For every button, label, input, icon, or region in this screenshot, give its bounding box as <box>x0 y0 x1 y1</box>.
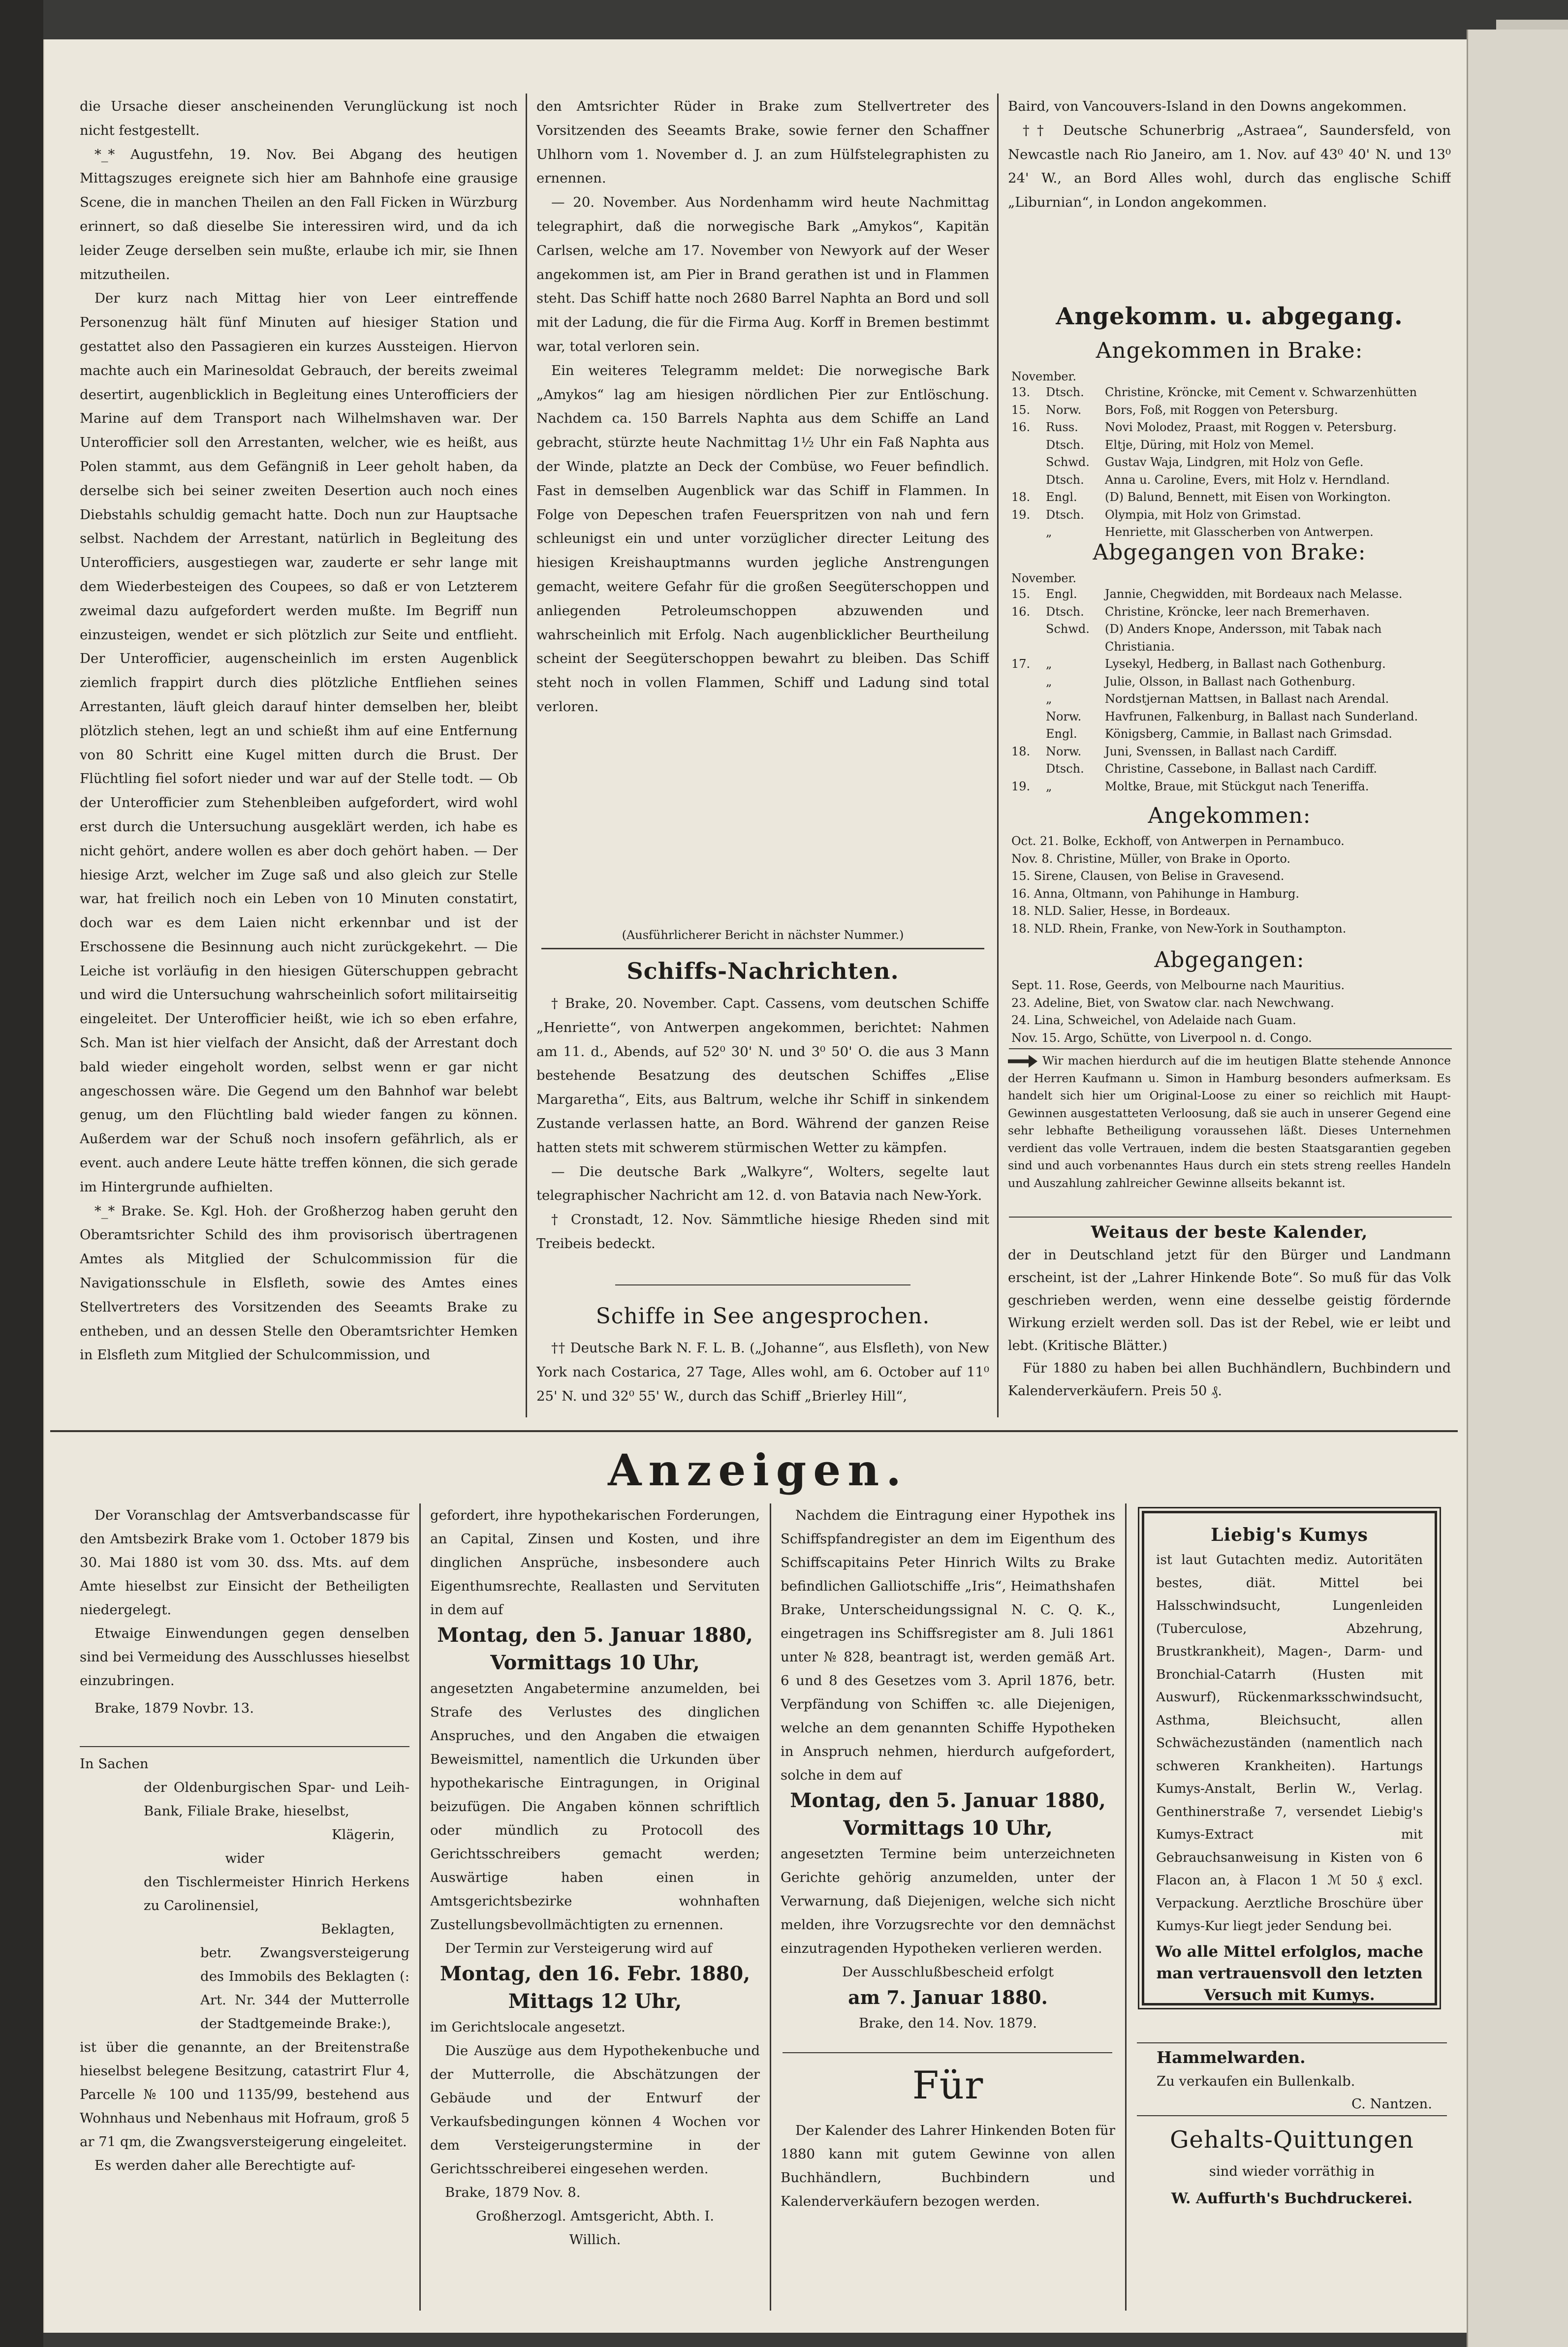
ank-heading: Angekommen: <box>1148 803 1311 828</box>
ank-brake-nation: Engl. <box>1046 490 1077 504</box>
col2-paragraph-1: den Amtsrichter Rüder in Brake zum Stellvertreter des Vorsitzenden des Seeamts Brake, sowie ferner den Schaffner Uhlhorn vom 1. November d. J. an zum Hülfstelegraphisten zu ernennen. <box>536 98 989 187</box>
ad3-paragraph-5: Die Auszüge aus dem Hypothekenbuche und der Mutterrolle, die Abschätzungen der Gebäude und der Entwurf der Verkaufsbedingungen können 4 Wochen vor dem Versteigerungstermine in der Gerichtsschreiberei eingesehen werden. <box>430 2043 760 2177</box>
hammel-sig: C. Nantzen. <box>1351 2096 1432 2112</box>
ad-schiffspfand <box>781 1503 1115 2035</box>
ank-brake-list <box>1011 384 1452 546</box>
ad2-line-1: In Sachen <box>80 1756 149 1772</box>
abg-brake-month: November. <box>1011 571 1076 585</box>
schiffe-in-see-heading: Schiffe in See angesprochen. <box>596 1304 930 1329</box>
ank-brake-nation: Schwd. <box>1046 455 1090 469</box>
abg-brake-nation: Dtsch. <box>1046 604 1084 619</box>
kalender-heading: Weitaus der beste Kalender, <box>1091 1222 1368 1242</box>
abg-brake-heading: Abgegangen von Brake: <box>1093 540 1366 565</box>
abg-brake-row <box>1011 638 1452 656</box>
ad3-time-2: Mittags 12 Uhr, <box>508 1990 682 2013</box>
ad2-line-3: Klägerin, <box>331 1827 395 1843</box>
ank-brake-entry: Eltje, Düring, mit Holz von Memel. <box>1105 438 1314 452</box>
schiffs-nachrichten-heading: Schiffs-Nachrichten. <box>627 958 899 984</box>
ank-brake-entry: Gustav Waja, Lindgren, mit Holz von Gefle. <box>1105 455 1364 469</box>
ank-row: 15. Sirene, Clausen, von Belise in Gravesend. <box>1011 869 1285 883</box>
col2-rule-1 <box>541 948 984 949</box>
col1-paragraph-1: die Ursache dieser anscheinenden Verunglückung ist noch nicht festgestellt. <box>80 98 518 138</box>
schiffs-nachrichten-body <box>536 992 989 1262</box>
column-1 <box>80 94 518 1418</box>
ad1-paragraph-2: Etwaige Einwendungen gegen denselben sind bei Vermeidung des Ausschlusses hieselbst einzubringen. <box>80 1626 409 1689</box>
ad2-line-7: betr. Zwangsversteigerung des Immobils des Beklagten (: Art. Nr. 344 der Mutterrolle der Stadtgemeinde Brake:), <box>200 1945 409 2032</box>
abg-brake-nation: Schwd. <box>1046 622 1090 636</box>
hammel-title: Hammelwarden. <box>1157 2048 1306 2067</box>
abg-brake-day: 18. <box>1011 744 1031 758</box>
ad4-date-2: am 7. Januar 1880. <box>848 1986 1048 2008</box>
abg-brake-row <box>1011 725 1452 743</box>
ank-brake-row <box>1011 471 1452 489</box>
abg-brake-entry: Königsberg, Cammie, in Ballast nach Grimsdad. <box>1105 727 1392 741</box>
ad4-paragraph-2: angesetzten Termine beim unterzeichneten Gerichte gehörig anzumelden, unter der Verwarnung, daß Diejenigen, welche sich nicht melden, ihre Vorzugsrechte vor den demnächst einzutragenden Hypotheken verlieren werden. <box>781 1846 1115 1956</box>
column-divider-1 <box>526 94 527 1417</box>
ank-brake-row <box>1011 489 1452 506</box>
kalender-paragraph-1: der in Deutschland jetzt für den Bürger und Landmann erscheint, ist der „Lahrer Hinkende Bote“. So muß für das Volk geschrieben werden, wenn eine desselbe geistig fördernde Wirkung erzielt werden soll. Das ist der Rebel, wie er leibt und lebt. (Kritische Blätter.) <box>1008 1248 1451 1353</box>
under-sheet <box>1467 30 1568 2347</box>
ank-brake-nation: Norw. <box>1046 403 1082 417</box>
col3-rule-2 <box>1009 1217 1452 1218</box>
abg-brake-entry: Christine, Cassebone, in Ballast nach Cardiff. <box>1105 762 1378 776</box>
ad-hammel-rule <box>1137 2115 1447 2116</box>
abg-brake-row <box>1011 656 1452 673</box>
abg-brake-entry: Nordstjernan Mattsen, in Ballast nach Arendal. <box>1105 692 1389 706</box>
ad1-date: Brake, 1879 Novbr. 13. <box>94 1700 254 1715</box>
ad-divider-2 <box>770 1503 771 2311</box>
schiffe-in-see-body <box>536 1336 989 1420</box>
ad4-rule <box>783 2052 1112 2053</box>
kalender-paragraph-2: Für 1880 zu haben bei allen Buchhändlern, Buchbindern und Kalenderverkäufern. Preis 50 ₰. <box>1008 1361 1451 1399</box>
liebig-kumys-ad <box>1142 1511 1437 2005</box>
col1-paragraph-augustfehn: *_* Augustfehn, 19. Nov. Bei Abgang des heutigen Mittagszuges ereignete sich hier am Bahnhofe eine grausige Scene, die in manchen Theilen an den Fall Ficken in Würzburg erinnert, so daß dieselbe Sie interessiren wird, und da ich leider Zeuge derselben sein mußte, erlaube ich mir, sie Ihnen mitzutheilen. <box>80 146 518 282</box>
newspaper-page <box>43 39 1467 2333</box>
ank-brake-nation: Dtsch. <box>1046 507 1084 522</box>
anzeigen-heading: Anzeigen. <box>608 1444 908 1496</box>
ad2-paragraph-2: Es werden daher alle Berechtigte auf- <box>94 2158 356 2173</box>
ad3-date: Brake, 1879 Nov. 8. <box>445 2185 581 2200</box>
ad5-paragraph: Der Kalender des Lahrer Hinkenden Boten für 1880 kann mit gutem Gewinne von allen Buchhändlern, Buchbindern und Kalenderverkäufern bezogen werden. <box>781 2123 1115 2209</box>
abg-brake-row <box>1011 778 1452 796</box>
ad3-sig-2: Willich. <box>569 2232 621 2248</box>
col3-rule-1 <box>1009 1048 1452 1049</box>
ad3-date-2: Montag, den 16. Febr. 1880, <box>439 1962 751 1985</box>
ank-row: 18. NLD. Salier, Hesse, in Bordeaux. <box>1011 904 1230 918</box>
column-2 <box>536 94 989 921</box>
abg-brake-day: 17. <box>1011 657 1031 671</box>
ad4-time-1: Vormittags 10 Uhr, <box>843 1816 1053 1840</box>
abg-brake-entry: Christiania. <box>1105 639 1175 654</box>
hammel-text: Zu verkaufen ein Bullenkalb. <box>1157 2073 1355 2089</box>
ank-row: Oct. 21. Bolke, Eckhoff, von Antwerpen in Pernambuco. <box>1011 834 1345 848</box>
abg-brake-entry: Lysekyl, Hedberg, in Ballast nach Gothenburg. <box>1105 657 1386 671</box>
col2-note: (Ausführlicherer Bericht in nächster Nummer.) <box>622 928 904 942</box>
abg-row: 24. Lina, Schweichel, von Adelaide nach Guam. <box>1011 1013 1296 1027</box>
ad-divider-3 <box>1125 1503 1127 2311</box>
ank-brake-row <box>1011 437 1452 454</box>
gehalts-heading: Gehalts-Quittungen <box>1170 2126 1414 2154</box>
ank-brake-nation: Dtsch. <box>1046 438 1084 452</box>
abg-brake-row <box>1011 708 1452 726</box>
ad2-line-5: den Tischlermeister Hinrich Herkens zu Carolinensiel, <box>144 1874 409 1913</box>
ank-brake-day: 16. <box>1011 420 1031 434</box>
ad2-line-6: Beklagten, <box>321 1921 395 1937</box>
abg-row: 23. Adeline, Biet, von Swatow clar. nach Newchwang. <box>1011 996 1334 1010</box>
abg-brake-entry: Julie, Olsson, in Ballast nach Gothenburg. <box>1105 674 1355 688</box>
ank-brake-month: November. <box>1011 370 1076 383</box>
abg-brake-row <box>1011 760 1452 778</box>
abg-brake-nation: Norw. <box>1046 744 1082 758</box>
ad3-time-1: Vormittags 10 Uhr, <box>490 1651 700 1674</box>
abg-brake-entry: Christine, Kröncke, leer nach Bremerhaven. <box>1105 604 1370 619</box>
ank-brake-entry: Christine, Kröncke, mit Cement v. Schwarzenhütten <box>1105 385 1417 399</box>
abg-brake-row <box>1011 673 1452 691</box>
ships-main-heading: Angekomm. u. abgegang. <box>1056 303 1403 330</box>
ad-divider-1 <box>419 1503 421 2311</box>
schiffs-paragraph-3: † Cronstadt, 12. Nov. Sämmtliche hiesige Rheden sind mit Treibeis bedeckt. <box>536 1212 989 1252</box>
ank-brake-row <box>1011 419 1452 437</box>
liebig-body: ist laut Gutachten mediz. Autoritäten bestes, diät. Mittel bei Halsschwindsucht, Lungenleiden (Tuberculose, Abzehrung, Brustkrankheit), Magen-, Darm- und Bronchial-Catarrh (Husten mit Auswurf), Rückenmarksschwindsucht, Asthma, Bleichsucht, allen Schwächezuständen (namentlich nach schweren Krankheiten). Hartungs Kumys-Anstalt, Berlin W., Verlag. Genthinerstraße 7, versendet Liebig's Kumys-Extract mit Gebrauchsanweisung in Kisten von 6 Flacon an, à Flacon 1 ℳ 50 ₰ excl. Verpackung. Aerztliche Broschüre über Kumys-Kur liegt jeder Sendung bei. <box>1156 1552 1423 1934</box>
ad-versteigerung-continued <box>430 1503 760 2311</box>
ad1-paragraph-1: Der Voranschlag der Amtsverbandscasse für den Amtsbezirk Brake vom 1. October 1879 bis 30. Mai 1880 ist vom 30. dss. Mts. auf dem Amte hieselbst zur Einsicht der Betheiligten niedergelegt. <box>80 1507 409 1618</box>
ad2-line-4: wider <box>225 1850 264 1866</box>
hint-block <box>1008 1052 1451 1212</box>
abg-brake-entry: Juni, Svenssen, in Ballast nach Cardiff. <box>1105 744 1337 758</box>
abg-brake-row <box>1011 586 1452 603</box>
ank-row: 16. Anna, Oltmann, von Pahihunge in Hamburg. <box>1011 886 1300 901</box>
ank-brake-entry: (D) Balund, Bennett, mit Eisen von Workington. <box>1105 490 1391 504</box>
ank-brake-row <box>1011 454 1452 471</box>
ad-liebig-rule <box>1137 2042 1447 2043</box>
liebig-title: Liebig's Kumys <box>1211 1525 1368 1545</box>
liebig-tagline: Wo alle Mittel erfolglos, mache man vertrauensvoll den letzten Versuch mit Kumys. <box>1156 1942 1423 2004</box>
see-paragraph: †† Deutsche Bark N. F. L. B. („Johanne“, aus Elsfleth), von New York nach Costarica, 27 Tage, Alles wohl, am 6. October auf 11⁰ 25' N. und 32⁰ 55' W., durch das Schiff „Brierley Hill“, <box>536 1340 989 1404</box>
ad3-sig-1: Großherzogl. Amtsgericht, Abth. I. <box>476 2208 714 2224</box>
ad2-paragraph-1: ist über die genannte, an der Breitenstraße hieselbst belegene Besitzung, catastrirt Flur 4, Parcelle № 100 und 1135/99, bestehend aus Wohnhaus und Nebenhaus mit Hofraum, groß 5 ar 71 qm, die Zwangsversteigerung eingeleitet. <box>80 2039 409 2150</box>
ad3-paragraph-1: gefordert, ihre hypothekarischen Forderungen, an Capital, Zinsen und Kosten, und ihre dinglichen Ansprüche, insbesondere auch Eigenthumsrechte, Reallasten und Servituten in dem auf <box>430 1507 760 1618</box>
anzeigen-top-rule <box>50 1430 1458 1432</box>
ank-brake-entry: Bors, Foß, mit Roggen von Petersburg. <box>1105 403 1338 417</box>
ad-colporteure <box>781 2119 1115 2306</box>
col2-paragraph-telegramm: Ein weiteres Telegramm meldet: Die norwegische Bark „Amykos“ lag am hiesigen nördlichen Pier zur Entlöschung. Nachdem ca. 150 Barrels Naphta aus dem Schiffe an Land gebracht, stürzte heute Nachmittag 1½ Uhr ein Faß Naphta aus der Winde, platzte an Deck der Combüse, wo Feuer befindlich. Fast in demselben Augenblick war das Schiff in Flammen. In Folge von Depeschen trafen Feuerspritzen von nah und fern schleunigst ein und unter vorzüglicher directer Leitung des hiesigen Kreishauptmanns wurden jegliche Anstrengungen gemacht, weitere Gefahr für die großen Seegüterschoppen und anliegenden Petroleumschoppen abzuwenden und wahrscheinlich mit Erfolg. Nach augenblicklicher Beurtheilung scheint der Seegüterschoppen bewahrt zu bleiben. Das Schiff steht noch in vollen Flammen, Schiff und Ladung sind total verloren. <box>536 362 989 715</box>
pointing-hand-icon <box>1008 1055 1037 1068</box>
ad2-line-2: der Oldenburgischen Spar- und Leih-Bank, Filiale Brake, hieselbst, <box>144 1780 409 1819</box>
abg-brake-row <box>1011 743 1452 761</box>
ad3-paragraph-4: im Gerichtslocale angesetzt. <box>430 2019 626 2035</box>
ad-zwangsversteigerung <box>80 1752 409 2313</box>
ad3-paragraph-2: angesetzten Angabetermine anzumelden, bei Strafe des Verlustes des dinglichen Anspruches, und den Angaben die etwaigen Beweismittel, namentlich die Urkunden über hypothekarische Eintragungen, in Original beizufügen. Die Angaben können schriftlich oder mündlich zu Protocoll des Gerichtsschreibers gemacht werden; Auswärtige haben einen in Amtsgerichtsbezirke wohnhaften Zustellungsbevollmächtigten zu ernennen. <box>430 1681 760 1933</box>
ank-brake-nation: „ <box>1046 525 1052 539</box>
ank-list <box>1011 833 1452 941</box>
column-divider-2 <box>997 94 999 1417</box>
abg-brake-row <box>1011 621 1452 638</box>
ad3-date-1: Montag, den 5. Januar 1880, <box>437 1624 753 1647</box>
abg-brake-entry: Moltke, Braue, mit Stückgut nach Teneriffa. <box>1105 779 1369 793</box>
ad4-date: Brake, den 14. Nov. 1879. <box>858 2015 1037 2031</box>
colporteure-heading: Für <box>912 2064 984 2108</box>
col1-paragraph-report: Der kurz nach Mittag hier von Leer eintreffende Personenzug hält fünf Minuten auf hiesiger Station und gestattet also den Passagieren ein kurzes Aussteigen. Hiervon machte auch ein Marinesoldat Gebrauch, der bereits zweimal desertirt, augenblicklich in Begleitung eines Unterofficiers der Marine auf dem Transport nach Wilhelmshaven war. Der Unterofficier soll den Arrestanten, welcher, wie es heißt, aus Polen stammt, aus dem Gefängniß in Leer geholt haben, da derselbe sich bei seiner zweiten Desertion auch noch eines Diebstahls schuldig gemacht hatte. Doch nun zur Hauptsache selbst. Nachdem der Arrestant, natürlich in Begleitung des Unterofficiers, ausgestiegen war, zauderte er sehr lange mit dem Wiederbesteigen des Coupees, so daß er von Letzterem zweimal dazu aufgefordert werden mußte. Im Begriff nun einzusteigen, wendet er sich plötzlich zur Seite und entflieht. Der Unterofficier, augenscheinlich im ersten Augenblick ziemlich frappirt durch dies plötzliche Entfliehen seines Arrestanten, läuft gleich darauf hinter demselben her, bleibt plötzlich stehen, legt an und schießt ihm auf eine Entfernung von 80 Schritt eine Kugel mitten durch die Brust. Der Flüchtling fiel sofort nieder und war auf der Stelle todt. — Ob der Unterofficier zum Stehenbleiben aufgefordert, wird wohl erst durch die Untersuchung ausgeklärt werden, ich habe es nicht gehört, andere wollen es aber doch gehört haben. — Der hiesige Arzt, welcher im Zuge saß und also gleich zur Stelle war, hat freilich noch ein Leben von 10 Minuten constatirt, doch war es dem Laien nicht erkennbar und ist der Erschossene die Besinnung auch nicht zurückgekehrt. — Die Leiche ist vorläufig in den hiesigen Güterschuppen gebracht und wird die Untersuchung wahrscheinlich sofort militairseitig eingeleitet. Der Unterofficier heißt, wie ich so eben erfahre, Sch. Man ist hier vielfach der Ansicht, daß der Arrestant doch bald wieder eingeholt worden, selbst wenn er gar nicht angeschossen wäre. Die Gegend um den Bahnhof war belebt genug, um den Flüchtling bald wieder fangen zu können. Außerdem war der Schuß noch insofern gefährlich, als er event. auch andere Leute hätte treffen können, die sich gerade im Hintergrunde aufhielten. <box>80 290 518 1195</box>
ank-brake-entry: Olympia, mit Holz von Grimstad. <box>1105 507 1301 522</box>
gehalts-printer: W. Auffurth's Buchdruckerei. <box>1171 2190 1413 2207</box>
abg-brake-row <box>1011 690 1452 708</box>
abg-brake-nation: „ <box>1046 657 1052 671</box>
col1-paragraph-brake: *_* Brake. Se. Kgl. Hoh. der Großherzog haben geruht den Oberamtsrichter Schild des ihm provisorisch übertragenen Amtes als Mitglied der Schulcommission für die Navigationsschule in Elsfleth, sowie des Amtes eines Stellvertreters des Vorsitzenden des Seeamts Brake zu entheben, und an dessen Stelle den Oberamtsrichter Hemken in Elsfleth zum Mitglied der Schulcommission, und <box>80 1203 518 1363</box>
ank-row: 18. NLD. Rhein, Franke, von New-York in Southampton. <box>1011 921 1347 936</box>
abg-brake-entry: Havfrunen, Falkenburg, in Ballast nach Sunderland. <box>1105 709 1418 723</box>
abg-brake-nation: Dtsch. <box>1046 762 1084 776</box>
ank-brake-day: 15. <box>1011 403 1031 417</box>
col2-rule-2 <box>615 1284 910 1285</box>
abg-brake-row <box>1011 603 1452 621</box>
abg-brake-nation: Engl. <box>1046 727 1077 741</box>
abg-row: Sept. 11. Rose, Geerds, von Melbourne nach Mauritius. <box>1011 978 1345 992</box>
ad4-paragraph-1: Nachdem die Eintragung einer Hypothek ins Schiffspfandregister an dem im Eigenthum des Schiffscapitains Peter Hinrich Wilts zu Brake befindlichen Galliotschiffe „Iris“, Heimathshafen Brake, Unterscheidungssignal N. C. Q. K., eingetragen ins Schiffsregister am 8. Juli 1861 unter № 828, beantragt ist, werden gemäß Art. 6 und 8 des Gesetzes vom 3. April 1876, betr. Verpfändung von Schiffen ꝛc. alle Diejenigen, welche an dem genannten Schiffe Hypotheken in Anspruch nehmen, hierdurch aufgefordert, solche in dem auf <box>781 1507 1115 1783</box>
ank-row: Nov. 8. Christine, Müller, von Brake in Oporto. <box>1011 851 1291 866</box>
abg-brake-nation: Engl. <box>1046 587 1077 601</box>
column-3-top <box>1008 94 1451 296</box>
col3-paragraph-2: †† Deutsche Schunerbrig „Astraea“, Saundersfeld, von Newcastle nach Rio Janeiro, am 1. Nov. auf 43⁰ 40' N. und 13⁰ 24' W., an Bord Alles wohl, durch das englische Schiff „Liburnian“, in London angekommen. <box>1008 122 1451 211</box>
ank-brake-day: 13. <box>1011 385 1031 399</box>
ad-hammelwarden <box>1137 2046 1447 2113</box>
abg-brake-nation: Norw. <box>1046 709 1082 723</box>
abg-brake-entry: Jannie, Chegwidden, mit Bordeaux nach Melasse. <box>1105 587 1403 601</box>
abg-brake-nation: „ <box>1046 779 1052 793</box>
ank-brake-entry: Novi Molodez, Praast, mit Roggen v. Petersburg. <box>1105 420 1397 434</box>
col2-paragraph-nordenhamm: — 20. November. Aus Nordenhamm wird heute Nachmittag telegraphirt, daß die norwegische Bark „Amykos“, Kapitän Carlsen, welche am 17. November von Newyork auf der Weser angekommen ist, am Pier in Brand gerathen ist und in Flammen steht. Das Schiff hatte noch 2680 Barrel Naphta an Bord und soll mit der Ladung, die für die Firma Aug. Korff in Bremen bestimmt war, total verloren sein. <box>536 194 989 354</box>
abg-brake-entry: (D) Anders Knope, Andersson, mit Tabak nach <box>1105 622 1382 636</box>
abg-heading: Abgegangen: <box>1154 947 1305 972</box>
ank-brake-day: 18. <box>1011 490 1031 504</box>
ank-brake-nation: Russ. <box>1046 420 1078 434</box>
ank-brake-row <box>1011 384 1452 402</box>
ad-voranschlag <box>80 1503 409 1715</box>
ank-brake-day: 19. <box>1011 507 1031 522</box>
ank-brake-row <box>1011 506 1452 524</box>
schiffs-paragraph-2: — Die deutsche Bark „Walkyre“, Wolters, segelte laut telegraphischer Nachricht am 12. d. von Batavia nach New-York. <box>536 1163 989 1204</box>
book-binding <box>0 0 43 2347</box>
ank-brake-entry: Anna u. Caroline, Evers, mit Holz v. Herndland. <box>1105 472 1390 487</box>
abg-brake-day: 16. <box>1011 604 1031 619</box>
kalender-body <box>1008 1244 1451 1421</box>
abg-brake-day: 19. <box>1011 779 1031 793</box>
ad3-paragraph-3: Der Termin zur Versteigerung wird auf <box>445 1940 713 1956</box>
abg-list <box>1011 977 1452 1051</box>
ank-brake-row <box>1011 402 1452 419</box>
ad4-paragraph-3: Der Ausschlußbescheid erfolgt <box>842 1964 1054 1980</box>
abg-brake-day: 15. <box>1011 587 1031 601</box>
abg-brake-nation: „ <box>1046 692 1052 706</box>
ank-brake-entry: Henriette, mit Glasscherben von Antwerpen. <box>1105 525 1374 539</box>
schiffs-paragraph-1: † Brake, 20. November. Capt. Cassens, vom deutschen Schiffe „Henriette“, von Antwerpen angekommen, berichtet: Nahmen am 11. d., Abends, auf 52⁰ 30' N. und 3⁰ 50' O. die aus 3 Mann bestehende Besatzung des deutschen Schiffes „Elise Margaretha“, Eits, aus Baltrum, welche ihr Schiff in sinkendem Zustande verlassen hatte, an Bord. Während der ganzen Reise hatten stets mit schwerem stürmischen Wetter zu kämpfen. <box>536 996 989 1156</box>
abg-brake-list <box>1011 586 1452 797</box>
ad4-date-1: Montag, den 5. Januar 1880, <box>790 1789 1106 1812</box>
col3-paragraph-1: Baird, von Vancouvers-Island in den Downs angekommen. <box>1008 98 1407 114</box>
ank-brake-nation: Dtsch. <box>1046 385 1084 399</box>
gehalts-text: sind wieder vorräthig in <box>1209 2163 1375 2179</box>
ad1-rule <box>80 1746 409 1747</box>
abg-row: Nov. 15. Argo, Schütte, von Liverpool n. d. Congo. <box>1011 1031 1312 1045</box>
abg-brake-nation: „ <box>1046 674 1052 688</box>
ank-brake-heading: Angekommen in Brake: <box>1096 338 1363 363</box>
ank-brake-nation: Dtsch. <box>1046 472 1084 487</box>
hint-text: Wir machen hierdurch auf die im heutigen Blatte stehende Annonce der Herren Kaufmann u. Simon in Hamburg besonders aufmerksam. Es handelt sich hier um Original-Loose zu einer so reichlich mit Haupt-Gewinnen ausgestatteten Verloosung, daß sie auch in unserer Gegend eine sehr lebhafte Betheiligung voraussehen läßt. Dieses Unternehmen verdient das volle Vertrauen, indem die besten Staatsgarantien gegeben sind und auch vorbenanntes Haus durch ein stets streng reelles Handeln und Auszahlung zahlreicher Gewinne allseits bekannt ist. <box>1008 1054 1451 1190</box>
